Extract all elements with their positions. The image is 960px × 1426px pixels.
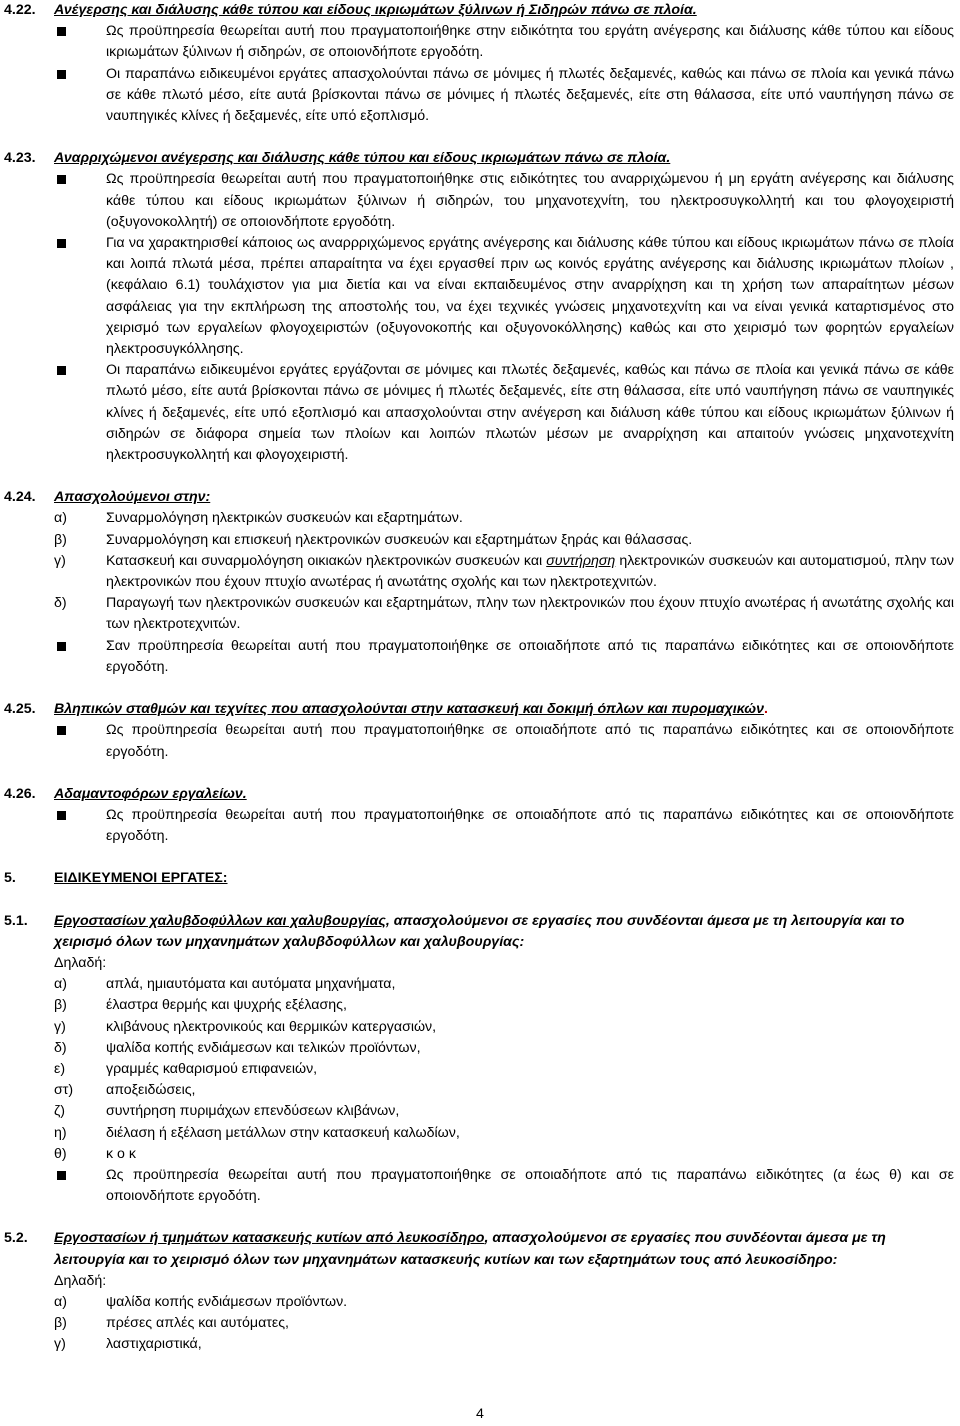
section-title: Βληπικών σταθμών και τεχνίτες που απασχολούνται στην κατασκευή και δοκιμή όπλων και πυρομαχικών — [54, 701, 764, 718]
list-item — [54, 593, 954, 635]
section-4-26 — [4, 784, 954, 848]
section-heading — [4, 911, 954, 953]
section-heading — [4, 1228, 954, 1270]
list-label: α) — [54, 510, 67, 527]
section-5-1 — [4, 911, 954, 1208]
list-item — [54, 1059, 954, 1080]
section-title-rest: , απασχολούμενοι σε εργασίες που συνδέονται άμεσα με τη λειτουργία και το χειρισμό όλων των μηχανημάτων κατασκευής κυτίων και των εξαρτημάτων τους από λευκοσίδηρο: — [54, 1230, 886, 1268]
list-label: δ) — [54, 595, 67, 612]
list-item — [54, 1144, 954, 1165]
section-number: 4.22. — [4, 2, 36, 18]
section-title-underlined: Εργοστασίων χαλυβδοφύλλων και χαλυβουργίας — [54, 912, 386, 929]
intro-text: Δηλαδή: — [54, 954, 107, 971]
list-item — [54, 1334, 954, 1355]
list-text: απλά, ημιαυτόματα και αυτόματα μηχανήματα, — [106, 976, 396, 993]
list-text: έλαστρα θερμής και ψυχρής εξέλασης, — [106, 997, 347, 1014]
title-period: . — [763, 701, 768, 718]
bullet-text: Για να χαρακτηρισθεί κάποιος ως αναρρριχώμενος εργάτης ανέγερσης και διάλυσης κάθε τύπου και είδους ικριωμάτων πάνω σε πλοία και λοιπά πλωτά μέσα, πρέπει απαραίτητα να έχει εργασθεί πριν ως κοινός εργάτης ανέγερσης και διάλυσης ικριωμάτων πλοίων , (κεφάλαιο 6.1) τουλάχιστον για μια διετία και να είναι εκπαιδευμένος στην αναρρίχηση και τη χρήση των απαραίτητων μέσων ασφάλειας για την εκπλήρωση της αποστολής του, να έχει τεχνικές γνώσεις μηχανοτεχνίτη και να είναι γενικά καταρτισμένος στο χειρισμό των εργαλείων φλογοχειριστών (οξυγονοκοπής και οξυγονοκόλλησης) καθώς και στο χειρισμό των φορητών εργαλείων ηλεκτροσυγκόλλησης. — [106, 235, 954, 358]
list-text: συντήρηση πυριμάχων επενδύσεων κλιβάνων, — [106, 1103, 400, 1120]
list-text: ψαλίδα κοπής ενδιάμεσων και τελικών προϊόντων, — [106, 1039, 421, 1056]
section-title-rest: , απασχολούμενοι σε εργασίες που συνδέονται άμεσα με τη λειτουργία και το χειρισμό όλων των μηχανημάτων χαλυβδοφύλλων και χαλυβουργίας: — [54, 912, 905, 950]
section-title — [54, 911, 954, 953]
list-item — [54, 508, 954, 529]
section-title: Αναρριχώμενοι ανέγερσης και διάλυσης κάθε τύπου και είδους ικριωμάτων πάνω σε πλοία. — [54, 150, 671, 167]
section-4-23 — [4, 148, 954, 466]
bullet-text: Σαν προϋπηρεσία θεωρείται αυτή που πραγματοποιήθηκε σε οποιαδήποτε από τις παραπάνω ειδικότητες και σε οποιονδήποτε εργοδότη. — [106, 637, 954, 675]
list-text: αποξειδώσεις, — [106, 1082, 196, 1099]
square-bullet-icon — [54, 169, 106, 233]
square-bullet-icon — [54, 233, 106, 360]
bullet-item — [54, 720, 954, 762]
section-number: 4.26. — [4, 785, 36, 802]
section-title — [54, 1228, 954, 1270]
section-4-24 — [4, 487, 954, 678]
list-item — [54, 1080, 954, 1101]
section-5-2 — [4, 1228, 954, 1355]
section-title: Ανέγερσης και διάλυσης κάθε τύπου και είδους ικριωμάτων ξύλινων ή Σιδηρών πάνω σε πλοία. — [54, 2, 697, 18]
list-label: γ) — [54, 1018, 66, 1035]
section-title: Απασχολούμενοι στην: — [54, 489, 211, 506]
list-item — [54, 1101, 954, 1122]
square-bullet-icon — [54, 360, 106, 466]
list-text: Συναρμολόγηση και επισκευή ηλεκτρονικών συσκευών και εξαρτημάτων ξηράς και θάλασσας. — [106, 531, 693, 548]
section-number: 5.2. — [4, 1230, 28, 1247]
list-text: διέλαση ή εξέλαση μετάλλων στην κατασκευή καλωδίων, — [106, 1124, 460, 1141]
list-item — [54, 1313, 954, 1334]
section-heading — [4, 148, 954, 169]
section-number: 5. — [4, 870, 16, 887]
list-item — [54, 1292, 954, 1313]
section-title: ΕΙΔΙΚΕΥΜΕΝΟΙ ΕΡΓΑΤΕΣ: — [54, 870, 228, 887]
list-text: Συναρμολόγηση ηλεκτρικών συσκευών και εξαρτημάτων. — [106, 510, 463, 527]
list-label: θ) — [54, 1145, 67, 1162]
section-heading — [4, 487, 954, 508]
section-heading — [4, 784, 954, 805]
list-text: πρέσες απλές και αυτόματες, — [106, 1315, 289, 1332]
bullet-text: Ως προϋπηρεσία θεωρείται αυτή που πραγματοποιήθηκε στην ειδικότητα του εργάτη ανέγερσης και διάλυσης κάθε τύπου και είδους ικριωμάτων ξύλινων ή σιδηρών, σε οποιονδήποτε εργοδότη. — [106, 23, 954, 61]
bullet-text: Ως προϋπηρεσία θεωρείται αυτή που πραγματοποιήθηκε στις ειδικότητες του αναρριχώμενου ή μη εργάτη ανέγερσης και διάλυσης κάθε τύπου και είδους ικριωμάτων ξύλινων ή σιδηρών, του μηχανοτεχνίτη, του ηλεκτροσυγκολλητή και του φλογοχειριστή (οξυγονοκολλητή) σε οποιονδήποτε εργοδότη. — [106, 171, 954, 230]
bullet-item — [54, 805, 954, 847]
section-4-25 — [4, 699, 954, 763]
list-label: δ) — [54, 1039, 67, 1056]
square-bullet-icon — [54, 720, 106, 762]
list-item — [54, 551, 954, 593]
section-heading — [4, 868, 954, 889]
list-label: α) — [54, 1293, 67, 1310]
section-5 — [4, 868, 954, 889]
list-label: β) — [54, 997, 67, 1014]
list-item — [54, 530, 954, 551]
list-item — [54, 1123, 954, 1144]
bullet-item — [54, 1165, 954, 1207]
bullet-text: Ως προϋπηρεσία θεωρείται αυτή που πραγματοποιήθηκε σε οποιαδήποτε από τις παραπάνω ειδικότητες και σε οποιονδήποτε εργοδότη. — [106, 806, 954, 845]
list-text — [106, 551, 954, 593]
section-number: 4.25. — [4, 701, 36, 718]
list-label: γ) — [54, 552, 66, 569]
bullet-text: Ως προϋπηρεσία θεωρείται αυτή που πραγματοποιήθηκε σε οποιαδήποτε από τις παραπάνω ειδικότητες και σε οποιονδήποτε εργοδότη. — [106, 722, 954, 760]
list-text-part: Κατασκευή και συναρμολόγηση οικιακών ηλεκτρονικών συσκευών και — [106, 552, 547, 569]
section-heading — [4, 699, 954, 720]
list-text: κλιβάνους ηλεκτρονικούς και θερμικών κατεργασιών, — [106, 1018, 437, 1035]
bullet-item — [54, 21, 954, 63]
section-heading — [4, 0, 954, 21]
square-bullet-icon — [54, 805, 106, 847]
list-item — [54, 974, 954, 995]
list-label: γ) — [54, 1336, 66, 1353]
list-item — [54, 1017, 954, 1038]
section-number: 4.23. — [4, 150, 36, 167]
list-text: ψαλίδα κοπής ενδιάμεσων προϊόντων. — [106, 1293, 348, 1310]
bullet-item — [54, 233, 954, 360]
list-label: α) — [54, 976, 67, 993]
list-text: γραμμές καθαρισμού επιφανειών, — [106, 1060, 318, 1077]
list-text: Παραγωγή των ηλεκτρονικών συσκευών και εξαρτημάτων, πλην των ηλεκτρονικών που έχουν πτυχίο ανωτέρας ή ανωτάτης σχολής και των ηλεκτροτεχνιτών. — [106, 595, 954, 633]
bullet-item — [54, 64, 954, 128]
list-label: β) — [54, 1315, 67, 1332]
intro-text: Δηλαδή: — [54, 1272, 107, 1289]
bullet-item — [54, 636, 954, 678]
bullet-text: Οι παραπάνω ειδικευμένοι εργάτες απασχολούνται πάνω σε μόνιμες ή πλωτές δεξαμενές, καθώς και πάνω σε πλοία και γενικά πάνω σε κάθε πλωτό μέσο, είτε αυτά βρίσκονται πάνω σε μόνιμες ή πλωτές δεξαμενές, είτε στη θάλασσα, είτε υπό ναυπήγηση πάνω σε ναυπηγικές κλίνες ή δεξαμενές, είτε υπό εξοπλισμό. — [106, 65, 954, 125]
list-label: στ) — [54, 1082, 74, 1099]
list-label: η) — [54, 1124, 67, 1141]
list-item — [54, 1038, 954, 1059]
page-number: 4 — [476, 1406, 484, 1422]
emphasized-word: συντήρηση — [546, 552, 616, 569]
bullet-text: Ως προϋπηρεσία θεωρείται αυτή που πραγματοποιήθηκε σε οποιαδήποτε από τις παραπάνω ειδικότητες (α έως θ) και σε οποιονδήποτε εργοδότη. — [106, 1166, 954, 1205]
list-text: λαστιχαριστικά, — [106, 1336, 202, 1353]
list-text: κ ο κ — [106, 1145, 136, 1162]
square-bullet-icon — [54, 636, 106, 678]
section-title-underlined: Εργοστασίων ή τμημάτων κατασκευής κυτίων από λευκοσίδηρο — [54, 1230, 485, 1247]
square-bullet-icon — [54, 21, 106, 63]
section-title: Αδαμαντοφόρων εργαλείων. — [54, 785, 247, 802]
list-label: ε) — [54, 1060, 66, 1077]
list-text-part: ηλεκτρονικών συσκευών και αυτοματισμού, πλην των ηλεκτρονικών που έχουν πτυχίο ανωτέρας ή ανωτάτης σχολής και των ηλεκτροτεχνιτών. — [106, 552, 954, 591]
square-bullet-icon — [54, 1165, 106, 1207]
section-number: 5.1. — [4, 912, 28, 929]
list-label: ζ) — [54, 1103, 65, 1120]
list-item — [54, 995, 954, 1016]
section-4-22 — [4, 0, 954, 127]
bullet-item — [54, 169, 954, 233]
square-bullet-icon — [54, 64, 106, 128]
section-number: 4.24. — [4, 489, 36, 506]
bullet-item — [54, 360, 954, 466]
bullet-text: Οι παραπάνω ειδικευμένοι εργάτες εργάζονται σε μόνιμες και πλωτές δεξαμενές, καθώς και πάνω σε πλοία και γενικά πάνω σε κάθε πλωτό μέσο, είτε αυτά βρίσκονται πάνω σε μόνιμες ή πλωτές δεξαμενές, είτε στη θάλασσα, είτε υπό ναυπήγηση πάνω σε ναυπηγικές κλίνες ή δεξαμενές, είτε υπό εξοπλισμό και απασχολούνται στην ανέγερση και διάλυση κάθε τύπου και είδους ικριωμάτων ξύλινων ή σιδηρών σε διάφορα σημεία των πλοίων και λοιπών πλωτών μέσων με αναρρίχηση και απαιτούν γνώσεις μηχανοτεχνίτη ηλεκτροσυγκολλητή και φλογοχειριστή. — [106, 362, 954, 464]
list-label: β) — [54, 531, 67, 548]
